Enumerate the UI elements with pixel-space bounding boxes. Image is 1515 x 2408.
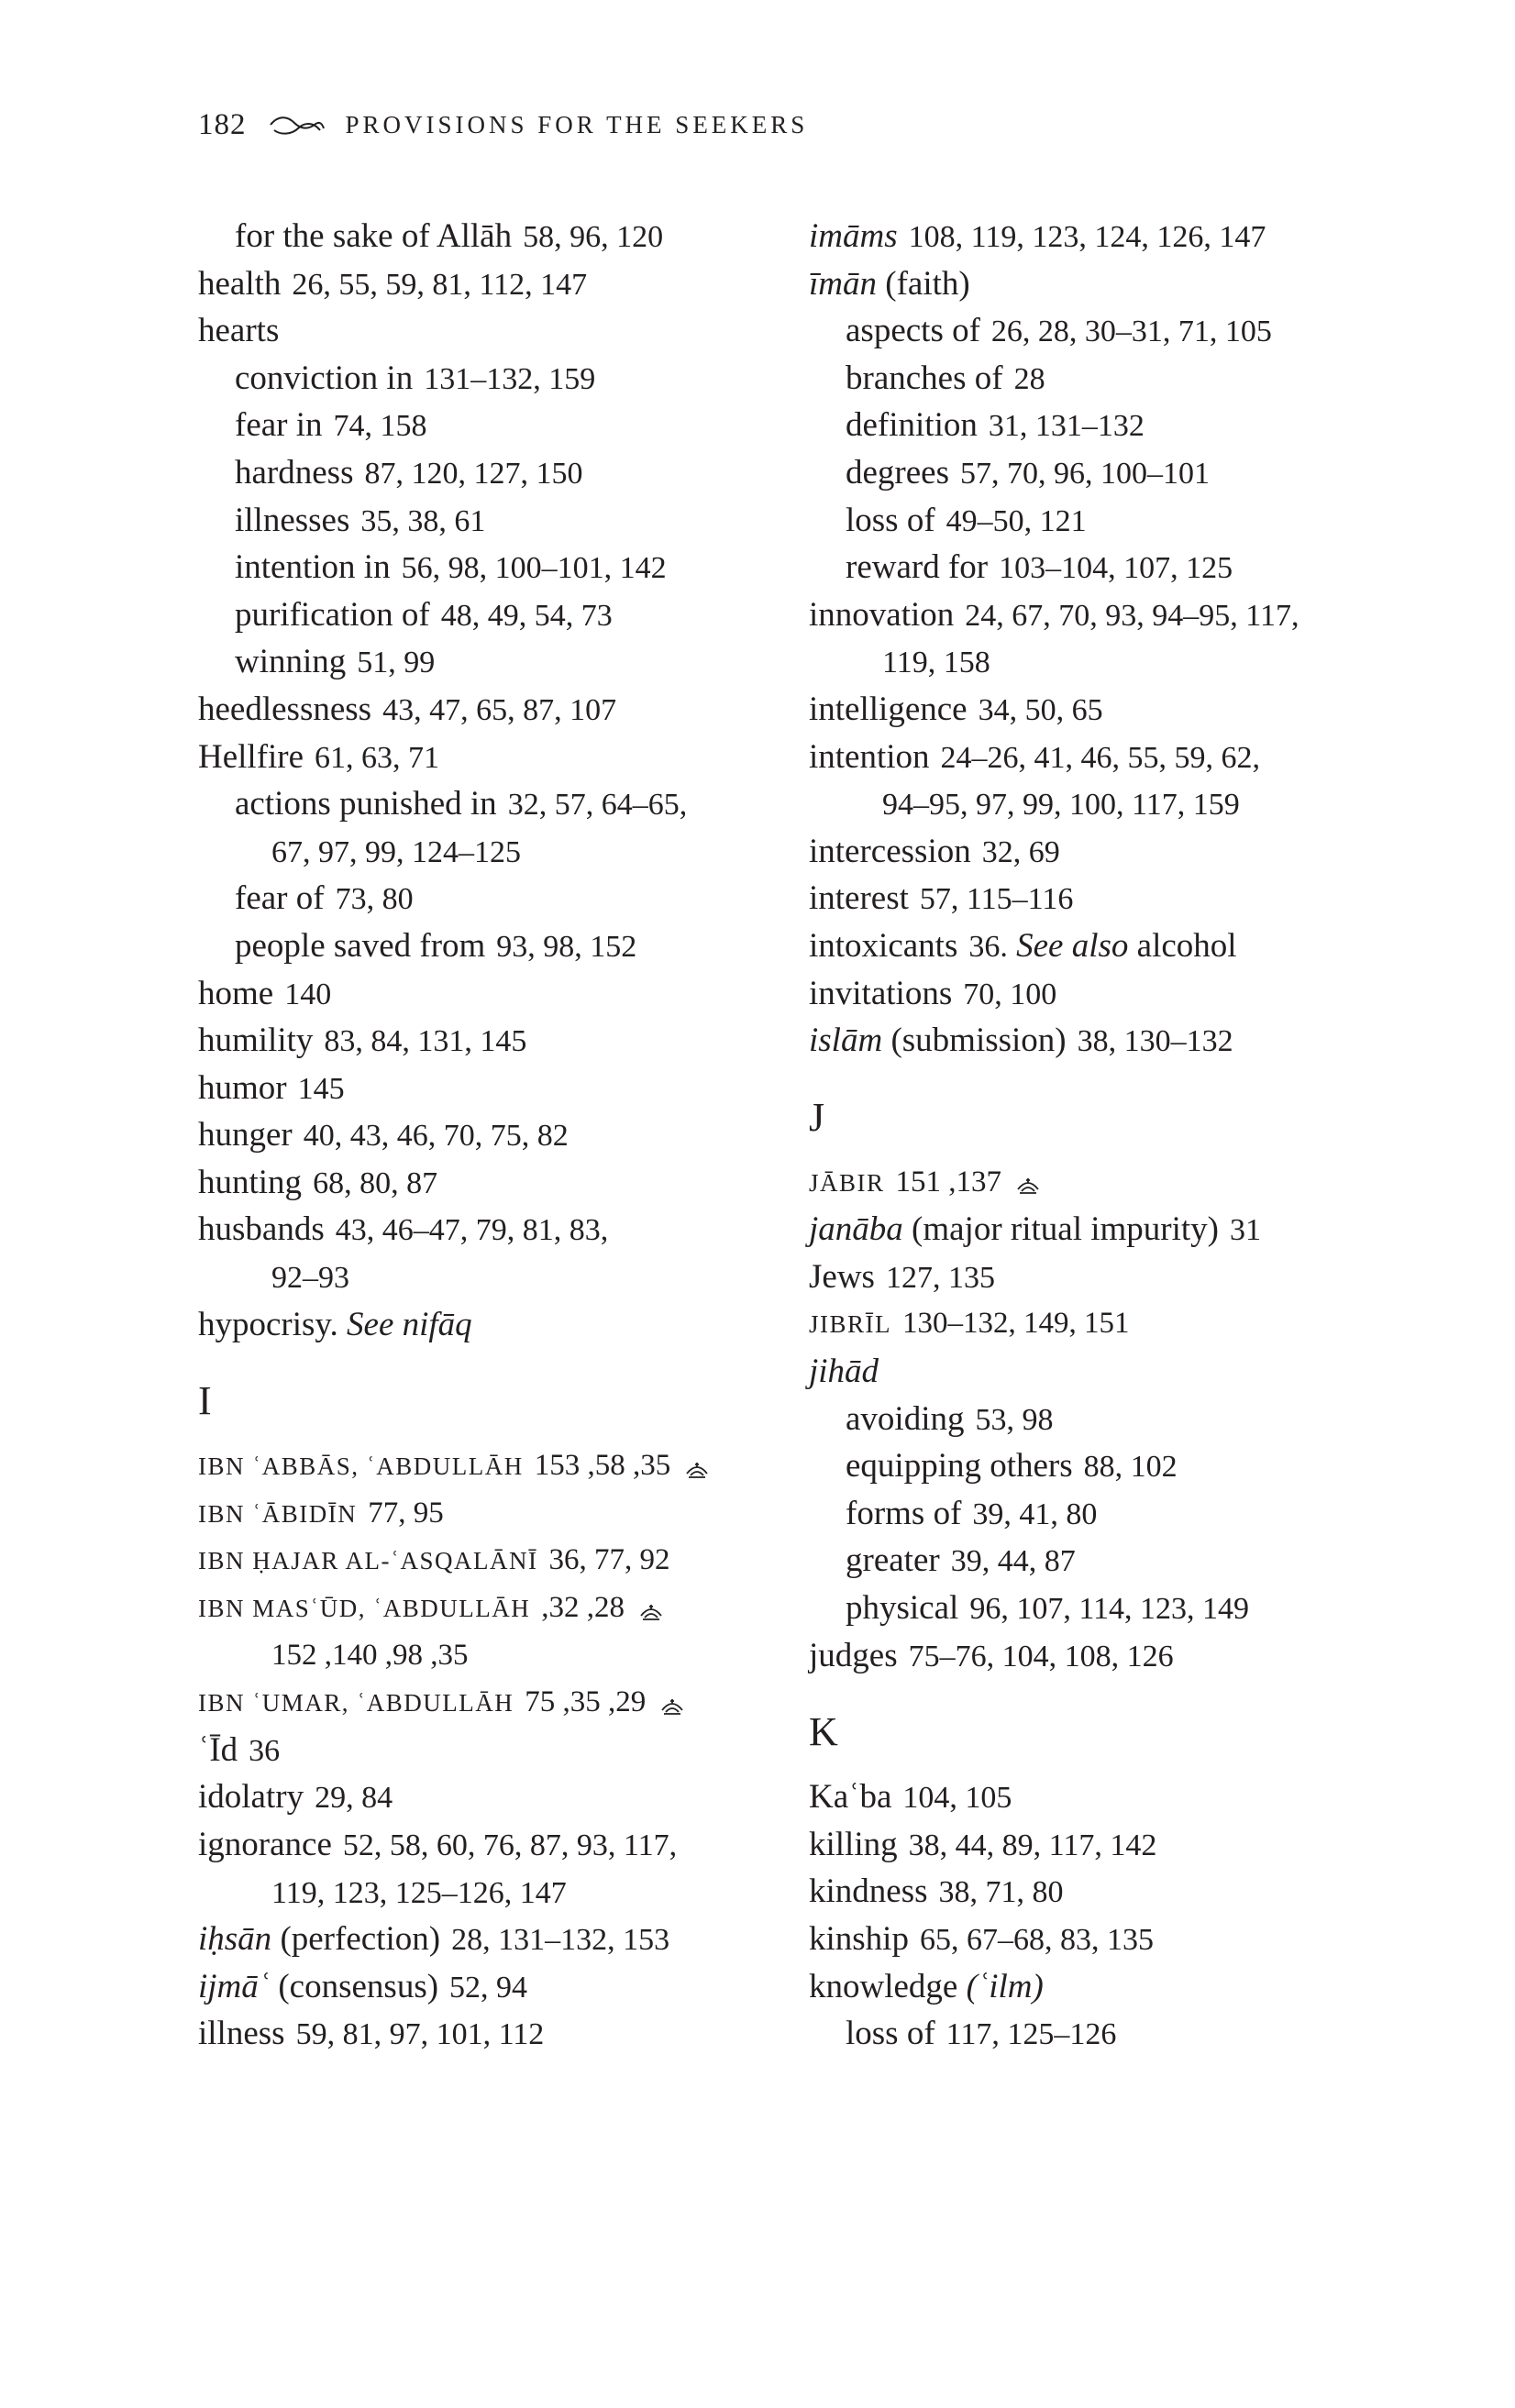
entry-term: Kaʿba xyxy=(809,1778,892,1817)
honorific-ornament-icon xyxy=(637,1601,665,1621)
entry-term: loss of xyxy=(846,501,935,539)
entry-pages: 31 xyxy=(1230,1213,1262,1248)
section-letter-heading xyxy=(809,1679,1377,1773)
entry-term: health xyxy=(198,264,282,303)
entry-pages: 131–132, 159 xyxy=(424,361,596,396)
entry-term: people saved from xyxy=(235,926,486,965)
entry-pages: 36 xyxy=(249,1733,281,1768)
index-entry xyxy=(198,1821,785,1869)
entry-term: Jews xyxy=(809,1257,875,1296)
entry-gloss: (perfection) xyxy=(271,1920,441,1959)
entry-term: judges xyxy=(809,1636,898,1674)
entry-term: ignorance xyxy=(198,1826,332,1863)
entry-term: intelligence xyxy=(809,690,968,728)
index-entry xyxy=(198,780,785,828)
index-entry xyxy=(809,1396,1377,1443)
entry-pages: 53, 98 xyxy=(975,1402,1054,1437)
index-entry xyxy=(809,355,1377,403)
entry-pages: 119, 123, 125–126, 147 xyxy=(271,1875,567,1910)
entry-term: innovation xyxy=(809,595,955,634)
entry-pages: 94–95, 97, 99, 100, 117, 159 xyxy=(882,788,1240,823)
index-entry xyxy=(198,1254,785,1301)
index-entry xyxy=(809,686,1377,734)
entry-pages: ,32 ,28 xyxy=(541,1591,625,1625)
entry-pages: 140 xyxy=(284,977,332,1011)
entry-term: fear of xyxy=(235,879,325,918)
entry-term: iḥsān xyxy=(198,1920,272,1959)
index-entry xyxy=(198,402,785,449)
entry-pages: 36. xyxy=(968,929,1008,964)
entry-term: for the sake of Allāh xyxy=(235,217,513,255)
entry-term: intoxicants xyxy=(809,926,958,965)
see-reference: See nifāq xyxy=(347,1305,472,1343)
index-entry xyxy=(809,2010,1377,2058)
entry-term: imāms xyxy=(809,217,898,255)
entry-pages: 153 ,58 ,35 xyxy=(534,1449,671,1483)
index-entry xyxy=(198,970,785,1018)
entry-term: IBN ʿUMAR, ʿABDULLĀH xyxy=(198,1689,514,1718)
entry-pages: 38, 71, 80 xyxy=(938,1875,1064,1910)
entry-term: ijmāʿ xyxy=(198,1967,271,2005)
entry-pages: 26, 28, 30–31, 71, 105 xyxy=(990,315,1272,349)
entry-pages: 83, 84, 131, 145 xyxy=(324,1024,527,1059)
entry-pages: 130–132, 149, 151 xyxy=(902,1307,1130,1341)
entry-pages: 108, 119, 123, 124, 126, 147 xyxy=(908,220,1266,254)
entry-term: greater xyxy=(846,1541,940,1580)
index-entry xyxy=(809,1537,1377,1585)
entry-term: invitations xyxy=(809,974,953,1012)
index-entry xyxy=(198,1963,785,2011)
entry-term: actions punished in xyxy=(235,785,497,823)
index-entry xyxy=(809,1490,1377,1538)
index-entry xyxy=(198,1537,785,1585)
index-entry xyxy=(198,1490,785,1538)
entry-gloss: (consensus) xyxy=(270,1967,439,2005)
index-entry xyxy=(809,1254,1377,1301)
entry-pages: 39, 44, 87 xyxy=(950,1544,1076,1579)
entry-term: IBN ʿĀBIDĪN xyxy=(198,1499,358,1528)
index-entry xyxy=(809,875,1377,922)
entry-pages: 93, 98, 152 xyxy=(496,929,637,964)
entry-term: home xyxy=(198,974,274,1012)
entry-term: knowledge xyxy=(809,1967,958,2005)
entry-pages: 31, 131–132 xyxy=(988,409,1145,444)
index-entry xyxy=(198,1869,785,1916)
entry-pages: 34, 50, 65 xyxy=(978,692,1103,727)
index-entry xyxy=(198,213,785,260)
entry-pages: 24, 67, 70, 93, 94–95, 117, xyxy=(965,598,1299,633)
index-entry xyxy=(198,1442,785,1490)
index-entry xyxy=(809,213,1377,260)
entry-pages: 117, 125–126 xyxy=(945,2017,1117,2052)
entry-gloss: (submission) xyxy=(882,1022,1067,1060)
entry-pages: 26, 55, 59, 81, 112, 147 xyxy=(292,267,588,302)
entry-pages: 57, 70, 96, 100–101 xyxy=(960,456,1210,491)
entry-term: humor xyxy=(198,1068,287,1107)
index-entry xyxy=(809,1159,1377,1207)
entry-pages: 151 ,137 xyxy=(895,1165,1002,1198)
entry-term: intercession xyxy=(809,832,971,870)
entry-pages: 52, 58, 60, 76, 87, 93, 117, xyxy=(342,1828,678,1862)
index-entry xyxy=(809,307,1377,355)
entry-pages: 75 ,35 ,29 xyxy=(525,1685,647,1719)
index-entry xyxy=(809,970,1377,1018)
entry-term: reward for xyxy=(846,548,989,587)
index-entry xyxy=(198,1632,785,1680)
entry-term: husbands xyxy=(198,1210,325,1249)
index-entry xyxy=(198,1206,785,1254)
index-entry xyxy=(198,497,785,545)
index-entry xyxy=(809,1821,1377,1869)
header-ornament-icon xyxy=(269,114,326,138)
entry-pages: 58, 96, 120 xyxy=(523,220,664,254)
honorific-ornament-icon xyxy=(683,1459,711,1479)
honorific-ornament-icon xyxy=(1014,1175,1042,1195)
index-entry xyxy=(198,734,785,781)
entry-term: idolatry xyxy=(198,1778,304,1817)
entry-term: equipping others xyxy=(846,1447,1073,1486)
book-title: PROVISIONS FOR THE SEEKERS xyxy=(345,111,809,138)
index-entry xyxy=(198,1773,785,1821)
section-letter: K xyxy=(809,1709,838,1755)
entry-term: humility xyxy=(198,1022,314,1060)
index-column-right xyxy=(809,213,1377,2058)
entry-pages: 104, 105 xyxy=(902,1781,1012,1816)
index-entry xyxy=(809,591,1377,639)
entry-term: IBN ḤAJAR AL-ʿASQALĀNĪ xyxy=(198,1547,538,1575)
index-entry xyxy=(809,1632,1377,1680)
index-entry xyxy=(809,1017,1377,1065)
index-entry xyxy=(198,260,785,308)
entry-term: islām xyxy=(809,1022,883,1060)
entry-term: hunting xyxy=(198,1163,303,1201)
index-entry xyxy=(198,828,785,876)
index-entry xyxy=(198,355,785,403)
entry-term: forms of xyxy=(846,1494,962,1532)
entry-pages: 48, 49, 54, 73 xyxy=(440,598,613,633)
entry-term: hearts xyxy=(198,312,280,350)
index-entry xyxy=(198,544,785,591)
entry-pages: 75–76, 104, 108, 126 xyxy=(908,1639,1174,1673)
section-letter: I xyxy=(198,1378,212,1424)
index-entry xyxy=(198,1679,785,1727)
index-entry xyxy=(809,449,1377,497)
entry-term: aspects of xyxy=(846,312,980,350)
index-entry xyxy=(809,1585,1377,1632)
entry-term: intention xyxy=(809,737,930,776)
index-entry xyxy=(809,828,1377,876)
entry-term: hardness xyxy=(235,453,354,492)
entry-pages: 74, 158 xyxy=(333,409,427,444)
entry-term: īmān xyxy=(809,264,877,303)
entry-term: illness xyxy=(198,2015,285,2053)
entry-pages: 73, 80 xyxy=(335,882,414,917)
entry-term: kinship xyxy=(809,1920,909,1958)
index-entry xyxy=(809,260,1377,308)
entry-pages: 152 ,140 ,98 ,35 xyxy=(271,1638,469,1672)
index-entry xyxy=(198,1111,785,1159)
index-entry xyxy=(198,1065,785,1112)
entry-term: branches of xyxy=(846,359,1003,397)
entry-pages: 92–93 xyxy=(271,1261,349,1296)
running-header xyxy=(198,108,808,142)
entry-pages: 68, 80, 87 xyxy=(313,1165,438,1200)
entry-pages: 29, 84 xyxy=(315,1781,393,1816)
index-entry xyxy=(198,638,785,686)
entry-term: conviction in xyxy=(235,359,414,397)
entry-pages: 38, 130–132 xyxy=(1077,1024,1233,1059)
section-letter: J xyxy=(809,1094,825,1140)
index-entry xyxy=(809,1206,1377,1254)
entry-term: degrees xyxy=(846,453,949,492)
entry-pages: 32, 57, 64–65, xyxy=(507,788,688,823)
entry-term: JIBRĪL xyxy=(809,1310,891,1339)
entry-pages: 40, 43, 46, 70, 75, 82 xyxy=(303,1119,569,1154)
entry-gloss: (major ritual impurity) xyxy=(902,1210,1220,1249)
index-entry xyxy=(198,1159,785,1207)
section-letter-heading xyxy=(809,1065,1377,1159)
index-entry xyxy=(198,922,785,970)
index-entry xyxy=(198,1301,785,1349)
honorific-ornament-icon xyxy=(658,1696,686,1716)
index-entry xyxy=(809,638,1377,686)
index-entry xyxy=(809,497,1377,545)
entry-pages: 28, 131–132, 153 xyxy=(451,1923,670,1958)
entry-pages: 35, 38, 61 xyxy=(360,503,486,538)
entry-pages: 43, 47, 65, 87, 107 xyxy=(382,692,617,727)
entry-pages: 70, 100 xyxy=(963,977,1057,1011)
index-entry xyxy=(809,1773,1377,1821)
index-entry xyxy=(809,1300,1377,1348)
index-entry xyxy=(198,307,785,355)
entry-pages: 77, 95 xyxy=(368,1496,444,1530)
entry-term: purification of xyxy=(235,595,430,634)
index-entry xyxy=(198,1585,785,1632)
index-entry xyxy=(198,686,785,734)
index-entry xyxy=(809,1868,1377,1916)
entry-pages: 49–50, 121 xyxy=(945,503,1087,538)
index-entry xyxy=(198,591,785,639)
index-entry xyxy=(809,922,1377,970)
entry-pages: 24–26, 41, 46, 55, 59, 62, xyxy=(940,740,1261,775)
entry-term: IBN ʿABBĀS, ʿABDULLĀH xyxy=(198,1453,524,1481)
entry-pages: 39, 41, 80 xyxy=(972,1497,1098,1531)
entry-pages: 87, 120, 127, 150 xyxy=(364,456,583,491)
entry-term: fear in xyxy=(235,406,323,445)
index-entry xyxy=(198,1916,785,1963)
entry-pages: 51, 99 xyxy=(357,646,436,680)
entry-term: hypocrisy. xyxy=(198,1305,338,1343)
index-entry xyxy=(809,1963,1377,2011)
index-entry xyxy=(809,1916,1377,1963)
entry-term: hunger xyxy=(198,1116,293,1154)
index-entry xyxy=(198,875,785,922)
entry-term: JĀBIR xyxy=(809,1168,885,1197)
index-entry xyxy=(198,449,785,497)
entry-term: winning xyxy=(235,643,347,681)
entry-pages: 32, 69 xyxy=(981,834,1060,869)
see-also-target: alcohol xyxy=(1128,926,1237,965)
section-letter-heading xyxy=(198,1348,785,1442)
entry-pages: 145 xyxy=(297,1071,345,1106)
entry-pages: 119, 158 xyxy=(882,646,990,680)
entry-pages: 56, 98, 100–101, 142 xyxy=(401,551,667,586)
entry-pages: 61, 63, 71 xyxy=(315,740,440,775)
entry-term: interest xyxy=(809,879,909,918)
entry-term: killing xyxy=(809,1825,898,1863)
entry-term: janāba xyxy=(809,1210,903,1249)
entry-pages: 96, 107, 114, 123, 149 xyxy=(969,1592,1250,1627)
entry-pages: 57, 115–116 xyxy=(919,882,1074,917)
index-entry xyxy=(809,1348,1377,1396)
index-entry xyxy=(809,544,1377,591)
entry-term: physical xyxy=(846,1589,959,1628)
index-entry xyxy=(809,734,1377,781)
page-number: 182 xyxy=(198,108,247,141)
entry-pages: 52, 94 xyxy=(449,1970,528,2005)
entry-term: Hellfire xyxy=(198,737,304,776)
index-column-left xyxy=(198,213,785,2058)
entry-term: jihād xyxy=(809,1353,879,1391)
entry-pages: 43, 46–47, 79, 81, 83, xyxy=(335,1213,609,1248)
index-entry xyxy=(809,402,1377,449)
entry-gloss: (ʿilm) xyxy=(966,1967,1044,2005)
index-entry xyxy=(198,1017,785,1065)
entry-term: intention in xyxy=(235,548,391,587)
index-entry xyxy=(198,1727,785,1774)
entry-term: loss of xyxy=(846,2015,935,2053)
index-entry xyxy=(809,1442,1377,1490)
entry-term: definition xyxy=(846,406,978,445)
entry-term: kindness xyxy=(809,1872,928,1911)
entry-pages: 59, 81, 97, 101, 112 xyxy=(295,2017,545,2052)
entry-term: IBN MASʿŪD, ʿABDULLĀH xyxy=(198,1595,531,1623)
entry-term: avoiding xyxy=(846,1399,965,1438)
entry-pages: 88, 102 xyxy=(1083,1450,1178,1485)
entry-pages: 127, 135 xyxy=(885,1260,995,1295)
entry-pages: 67, 97, 99, 124–125 xyxy=(271,834,521,869)
index-entry xyxy=(198,2010,785,2058)
entry-term: illnesses xyxy=(235,501,350,539)
see-also-label: See also xyxy=(1016,926,1129,965)
index-entry xyxy=(809,780,1377,828)
entry-pages: 65, 67–68, 83, 135 xyxy=(919,1923,1154,1957)
entry-pages: 103–104, 107, 125 xyxy=(999,551,1233,586)
entry-pages: 36, 77, 92 xyxy=(548,1543,670,1577)
entry-term: ʿĪd xyxy=(198,1730,238,1769)
entry-term: heedlessness xyxy=(198,690,372,728)
entry-pages: 38, 44, 89, 117, 142 xyxy=(908,1828,1157,1862)
entry-gloss: (faith) xyxy=(877,264,970,303)
entry-pages: 28 xyxy=(1013,361,1045,396)
